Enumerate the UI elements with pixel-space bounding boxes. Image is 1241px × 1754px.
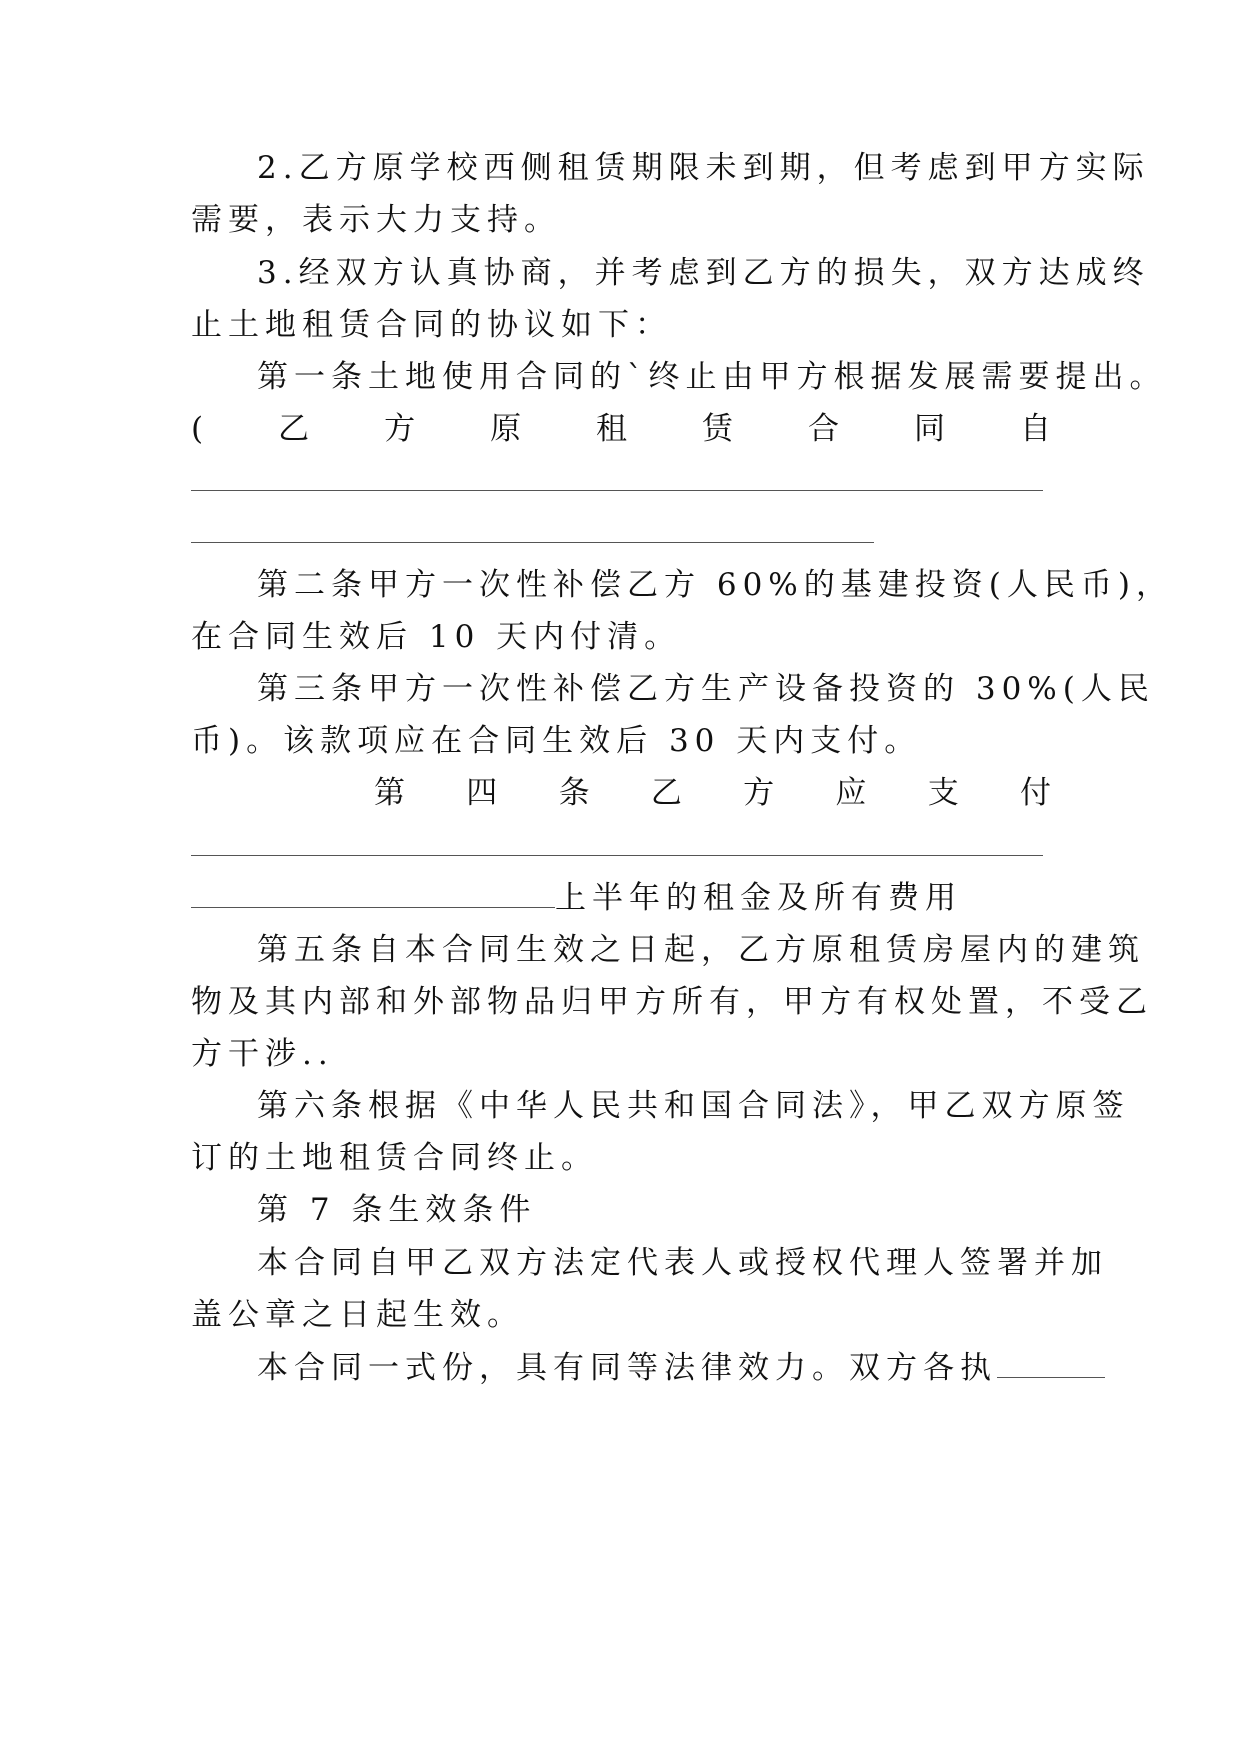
article-7-line-1: 本合同自甲乙双方法定代表人或授权代理人签署并加 xyxy=(257,1245,1108,1281)
spread-char: 乙 xyxy=(278,411,310,447)
spread-char: 四 xyxy=(466,775,498,811)
paragraph-2-line-1: 2.乙方原学校西侧租赁期限未到期，但考虑到甲方实际 xyxy=(257,150,1150,186)
article-6-line-1: 第六条根据《中华人民共和国合同法》，甲乙双方原签 xyxy=(257,1088,1130,1124)
spread-char: 付 xyxy=(1019,775,1051,811)
spread-char: 方 xyxy=(384,411,416,447)
article-5-line-1: 第五条自本合同生效之日起，乙方原租赁房屋内的建筑 xyxy=(257,932,1145,968)
article-2-line-2: 在合同生效后 10 天内付清。 xyxy=(191,619,682,655)
article-2-line-1: 第二条甲方一次性补偿乙方 60%的基建投资(人民币)， xyxy=(257,567,1173,603)
paragraph-3-line-2: 止土地租赁合同的协议如下： xyxy=(191,307,672,343)
article-4-tail: 上半年的租金及所有费用 xyxy=(555,880,962,916)
spread-char: 赁 xyxy=(702,411,734,447)
fill-in-blank xyxy=(997,1347,1105,1378)
spread-char: 第 xyxy=(374,775,405,811)
paragraph-2-line-2: 需要，表示大力支持。 xyxy=(191,202,561,238)
spread-char: 乙 xyxy=(650,775,682,811)
blank-line-3 xyxy=(191,855,1043,856)
article-5-line-2: 物及其内部和外部物品归甲方所有，甲方有权处置，不受乙 xyxy=(191,984,1153,1020)
blank-line-1 xyxy=(191,490,1043,491)
article-5-line-3: 方干涉.. xyxy=(191,1036,334,1072)
copies-text: 本合同一式份，具有同等法律效力。双方各执 xyxy=(257,1350,997,1386)
fill-in-blank xyxy=(191,877,555,908)
paragraph-3-line-1: 3.经双方认真协商，并考虑到乙方的损失，双方达成终 xyxy=(257,255,1150,291)
article-4-spread-line xyxy=(374,773,1051,813)
article-4-line-2 xyxy=(191,877,1051,917)
spread-char: 方 xyxy=(743,775,775,811)
article-6-line-2: 订的土地租赁合同终止。 xyxy=(191,1140,598,1176)
spread-char: 应 xyxy=(835,775,867,811)
spread-char: 支 xyxy=(927,775,959,811)
spread-char: 同 xyxy=(914,411,945,447)
article-7-heading: 第 7 条生效条件 xyxy=(257,1192,537,1228)
spread-char: ( xyxy=(191,411,204,447)
article-1-spread-line xyxy=(191,409,1051,449)
article-3-line-2: 币)。该款项应在合同生效后 30 天内支付。 xyxy=(191,723,922,759)
spread-char: 合 xyxy=(808,411,840,447)
copies-line xyxy=(257,1347,1051,1387)
article-3-line-1: 第三条甲方一次性补偿乙方生产设备投资的 30%(人民 xyxy=(257,671,1155,707)
spread-char: 条 xyxy=(558,775,590,811)
blank-line-2 xyxy=(191,542,874,543)
spread-char: 原 xyxy=(490,411,522,447)
spread-char: 租 xyxy=(596,411,628,447)
article-7-line-2: 盖公章之日起生效。 xyxy=(191,1297,524,1333)
spread-char: 自 xyxy=(1019,411,1051,447)
article-1-line-1: 第一条土地使用合同的`终止由甲方根据发展需要提出。 xyxy=(257,359,1167,395)
